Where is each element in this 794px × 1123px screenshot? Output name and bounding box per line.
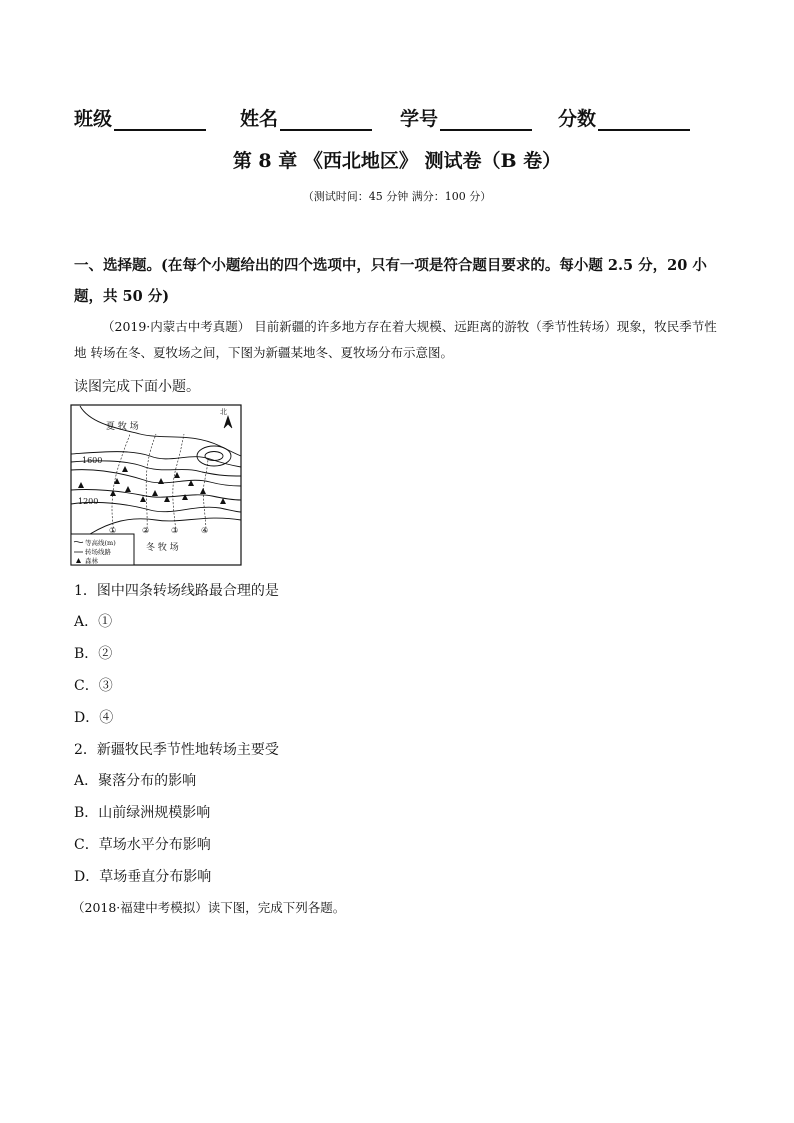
section-heading: 一、选择题。(在每个小题给出的四个选项中，只有一项是符合题目要求的。每小题 2.5 分，20 小题，共 50 分): [74, 257, 707, 305]
route-3: [173, 434, 184, 532]
pasture-map-figure: [70, 404, 242, 566]
question-2-option-d[interactable]: D．草场垂直分布影响: [74, 869, 212, 885]
contour-line: [80, 406, 241, 456]
legend-forest-label: 森林: [85, 557, 98, 565]
question-1-option-c[interactable]: C．③: [74, 678, 113, 694]
north-label: 北: [220, 408, 227, 416]
legend-route-label: 转场线路: [85, 548, 111, 556]
question-1-option-d[interactable]: D．④: [74, 710, 114, 726]
question-1-option-b[interactable]: B．②: [74, 646, 113, 662]
route-label-4: ④: [201, 526, 209, 535]
north-arrow-icon: [224, 416, 232, 428]
class-field[interactable]: [74, 104, 206, 131]
question-2-stem: 2．新疆牧民季节性地转场主要受: [74, 742, 279, 758]
name-label: 姓名: [240, 108, 279, 130]
contour-1200-label: 1200: [78, 497, 99, 506]
route-label-1: ①: [109, 526, 117, 535]
class-label: 班级: [74, 108, 113, 130]
student-id-blank[interactable]: [440, 109, 532, 131]
question-1-option-a[interactable]: A．①: [74, 614, 113, 630]
student-info-row: [74, 104, 714, 130]
next-question-source: （2018·福建中考模拟）读下图，完成下列各题。: [72, 900, 346, 915]
student-id-field[interactable]: [400, 104, 532, 131]
question-1-stem: 1．图中四条转场线路最合理的是: [74, 583, 279, 599]
score-blank[interactable]: [598, 109, 690, 131]
hill-contour: [205, 452, 223, 461]
hill-contour: [197, 446, 231, 466]
class-blank[interactable]: [114, 109, 206, 131]
score-field[interactable]: [558, 104, 690, 131]
route-2: [146, 434, 156, 532]
question-2-option-c[interactable]: C．草场水平分布影响: [74, 837, 211, 853]
winter-pasture-label: 冬 牧 场: [146, 543, 179, 553]
name-field[interactable]: [240, 104, 372, 131]
contour-line: [71, 470, 241, 486]
question-intro: （2019·内蒙古中考真题） 目前新疆的许多地方存在着大规模、远距离的游牧（季节性转场）现象，牧民季节性地 转场在冬、夏牧场之间，下图为新疆某地冬、夏牧场分布示意图。: [74, 319, 717, 360]
read-prompt: 读图完成下面小题。: [74, 379, 200, 395]
route-label-3: ③: [171, 526, 179, 535]
score-label: 分数: [558, 108, 597, 130]
route-label-2: ②: [142, 526, 150, 535]
pasture-map: [70, 404, 242, 566]
question-2-option-b[interactable]: B．山前绿洲规模影响: [74, 805, 211, 821]
question-2-option-a[interactable]: A．聚落分布的影响: [74, 773, 197, 789]
summer-pasture-label: 夏 牧 场: [106, 422, 139, 432]
page-title: 第 8 章 《西北地区》 测试卷（B 卷）: [232, 150, 562, 172]
test-meta: （测试时间：45 分钟 满分：100 分）: [302, 190, 492, 203]
student-id-label: 学号: [400, 108, 439, 130]
name-blank[interactable]: [280, 109, 372, 131]
contour-1600-label: 1600: [82, 456, 103, 465]
legend-contour-label: 等高线(m): [85, 539, 116, 547]
